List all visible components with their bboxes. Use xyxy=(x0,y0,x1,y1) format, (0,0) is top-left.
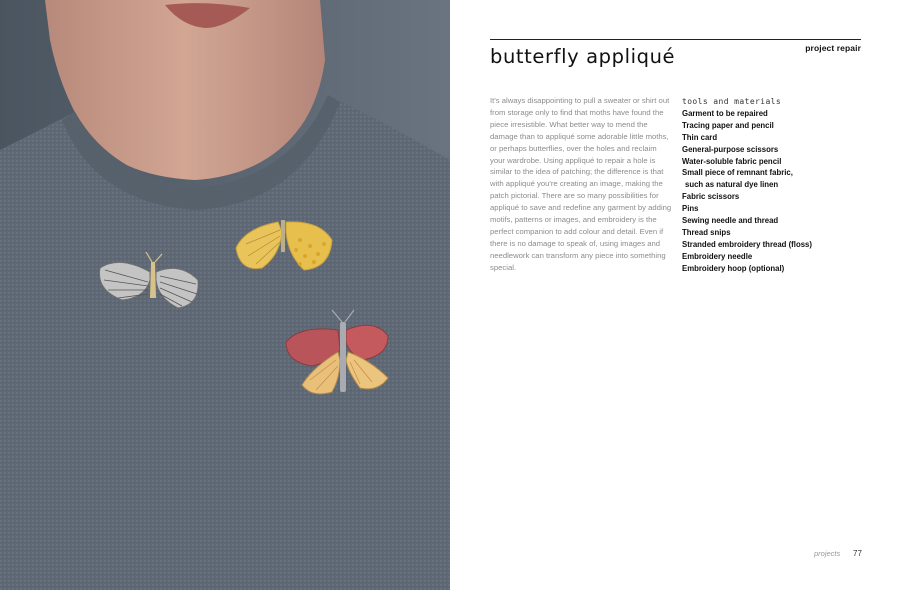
body-paragraph: It's always disappointing to pull a sweater or shirt out from storage only to find that moths have found the piece irresistible. What better way to mend the damage than to appliqué some adorable little moths, or perhaps butterflies, over the holes and reclaim your wardrobe. Using appliqué to repair a hole is similar to the idea of patching; the difference is that with appliqué you're creating an image, making the patch pictorial. There are so many possibilities for appliqué to save and redefine any garment by adding motifs, patterns or images, and embroidery is the perfect companion to add colour and detail. Even if there is no damage to speak of, using images and needlework can transform any piece into something special. xyxy=(490,96,672,272)
tool-item: Thread snips xyxy=(682,227,731,237)
tool-item: Tracing paper and pencil xyxy=(682,120,774,130)
tool-item: General-purpose scissors xyxy=(682,144,779,154)
tool-item: Embroidery needle xyxy=(682,251,753,261)
tool-item-continuation-text: such as natural dye linen xyxy=(685,180,779,190)
tools-list xyxy=(682,108,872,275)
text-page xyxy=(450,0,900,590)
tool-item: Water-soluble fabric pencil xyxy=(682,156,782,166)
tool-item-continuation xyxy=(682,179,872,191)
tool-item: Embroidery hoop (optional) xyxy=(682,263,785,273)
tool-item: Stranded embroidery thread (floss) xyxy=(682,239,812,249)
tools-heading: tools and materials xyxy=(682,97,782,106)
tool-item: Fabric scissors xyxy=(682,192,740,202)
tool-item: Pins xyxy=(682,204,699,214)
tool-item: Small piece of remnant fabric, xyxy=(682,168,793,178)
header-rule xyxy=(490,39,861,40)
tool-item: Sewing needle and thread xyxy=(682,216,779,226)
footer-section-label: projects xyxy=(814,549,841,558)
tools-list-section xyxy=(682,96,872,275)
tool-item: Garment to be repaired xyxy=(682,108,768,118)
tool-item: Thin card xyxy=(682,132,718,142)
page-number: 77 xyxy=(853,549,862,558)
section-label: project repair xyxy=(805,43,861,53)
page-title: butterfly appliqué xyxy=(490,45,676,68)
